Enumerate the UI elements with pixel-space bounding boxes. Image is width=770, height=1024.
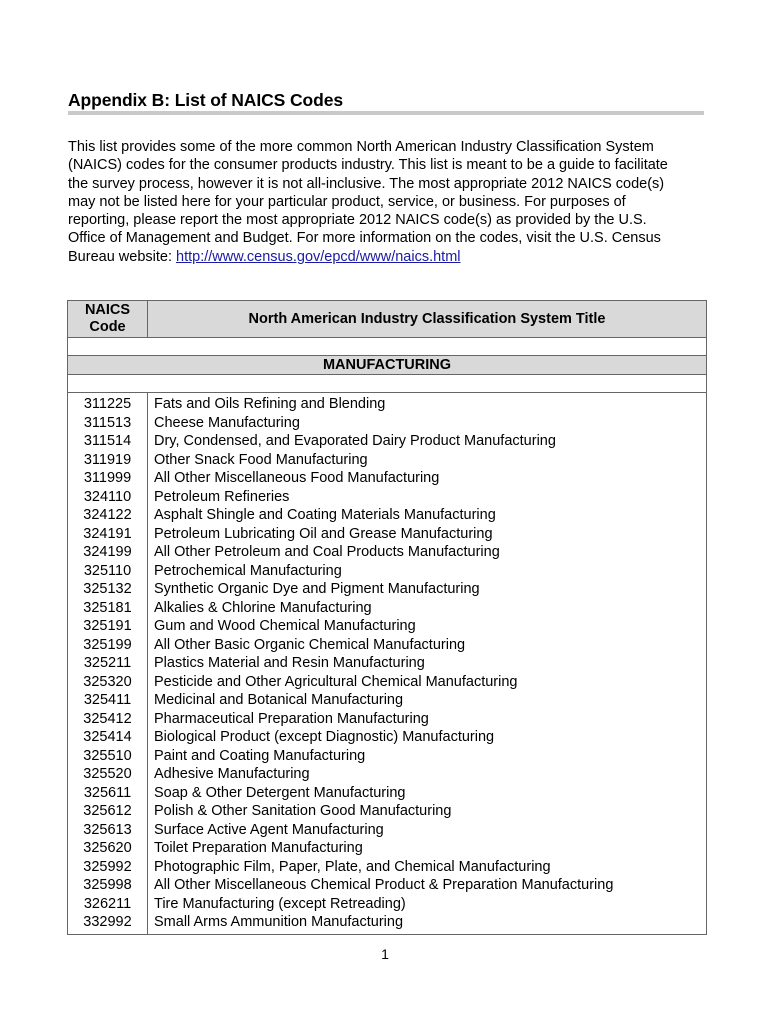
naics-title: Petrochemical Manufacturing (154, 562, 342, 579)
naics-table (67, 300, 707, 935)
naics-title: Paint and Coating Manufacturing (154, 747, 366, 764)
naics-title: Asphalt Shingle and Coating Materials Manufacturing (154, 507, 496, 523)
naics-code: 324191 (83, 525, 132, 542)
naics-code: 332992 (83, 914, 132, 930)
naics-title: All Other Petroleum and Coal Products Manufacturing (154, 544, 500, 560)
intro-line: This list provides some of the more common North American Industry Classification System (68, 139, 654, 155)
naics-title: All Other Basic Organic Chemical Manufacturing (154, 636, 466, 653)
naics-code: 325191 (83, 618, 132, 634)
naics-code: 325612 (83, 803, 132, 819)
naics-code: 325414 (83, 729, 132, 745)
naics-code: 325620 (83, 840, 132, 856)
naics-code: 325199 (83, 636, 132, 653)
naics-title: Surface Active Agent Manufacturing (154, 821, 384, 838)
naics-title: Toilet Preparation Manufacturing (154, 840, 363, 856)
naics-code: 326211 (83, 895, 132, 912)
intro-prefix: Bureau website: (68, 248, 177, 265)
naics-title: All Other Miscellaneous Food Manufacturing (154, 470, 440, 486)
naics-title: Cheese Manufacturing (154, 414, 300, 431)
naics-title: Tire Manufacturing (except Retreading) (154, 895, 406, 912)
intro-line: reporting, please report the most appropriate 2012 NAICS code(s) as provided by the U.S. (68, 212, 647, 229)
naics-code: 311513 (83, 414, 132, 431)
naics-code: 325181 (83, 599, 132, 616)
spacer-row (68, 375, 707, 393)
naics-code: 324199 (83, 544, 132, 560)
naics-title: Pesticide and Other Agricultural Chemical Manufacturing (154, 673, 518, 690)
naics-title: Polish & Other Sanitation Good Manufacturing (154, 803, 452, 819)
titles-column (148, 393, 707, 935)
census-link[interactable]: http://www.census.gov/epcd/www/naics.html (176, 248, 461, 265)
naics-title: Medicinal and Botanical Manufacturing (154, 692, 404, 708)
naics-title: Petroleum Refineries (154, 488, 290, 505)
naics-code: 311514 (83, 433, 132, 449)
naics-title: All Other Miscellaneous Chemical Product & Preparation Manufacturing (154, 877, 614, 893)
intro-line: may not be listed here for your particular product, service, or business. For purposes of (68, 193, 626, 210)
page-title: Appendix B: List of NAICS Codes (68, 90, 343, 110)
naics-code: 325510 (83, 747, 132, 764)
naics-title: Small Arms Ammunition Manufacturing (154, 914, 404, 930)
table-header-row (68, 301, 707, 338)
codes-column (68, 393, 148, 935)
naics-title: Soap & Other Detergent Manufacturing (154, 784, 406, 801)
naics-code: 325110 (83, 562, 132, 579)
naics-title: Plastics Material and Resin Manufacturing (154, 655, 425, 671)
section-row (68, 356, 707, 375)
table-body-row (68, 393, 707, 935)
spacer-row (68, 338, 707, 356)
intro-line: (NAICS) codes for the consumer products industry. This list is meant to be a guide to facilitate (68, 157, 668, 174)
naics-title: Biological Product (except Diagnostic) Manufacturing (154, 729, 495, 745)
header-naics-code: NAICS Code (68, 301, 148, 338)
naics-title: Dry, Condensed, and Evaporated Dairy Product Manufacturing (154, 433, 556, 449)
naics-code: 325998 (83, 877, 132, 893)
naics-code: 311999 (83, 470, 132, 486)
naics-code: 325320 (83, 673, 132, 690)
naics-code: 311225 (83, 396, 132, 412)
intro-paragraph (68, 138, 708, 266)
naics-code: 325520 (83, 766, 132, 782)
naics-code: 325411 (83, 692, 132, 708)
naics-code: 324110 (83, 488, 132, 505)
naics-title: Synthetic Organic Dye and Pigment Manufacturing (154, 581, 480, 597)
naics-title: Petroleum Lubricating Oil and Grease Manufacturing (154, 525, 493, 542)
naics-code: 311919 (83, 451, 132, 468)
naics-title: Pharmaceutical Preparation Manufacturing (154, 710, 429, 727)
naics-title: Adhesive Manufacturing (154, 766, 310, 782)
naics-title: Gum and Wood Chemical Manufacturing (154, 618, 416, 634)
naics-code: 325992 (83, 858, 132, 875)
naics-code: 325211 (83, 655, 132, 671)
naics-title: Other Snack Food Manufacturing (154, 451, 368, 468)
title-underline (68, 111, 704, 115)
page-number: 1 (381, 946, 389, 962)
naics-code: 325132 (83, 581, 132, 597)
naics-code: 324122 (83, 507, 132, 523)
section-label: MANUFACTURING (68, 356, 707, 375)
naics-title: Photographic Film, Paper, Plate, and Chemical Manufacturing (154, 858, 551, 875)
naics-code: 325613 (83, 821, 132, 838)
naics-title: Fats and Oils Refining and Blending (154, 396, 386, 412)
intro-line: the survey process, however it is not all-inclusive. The most appropriate 2012 NAICS code(s) (68, 175, 665, 192)
naics-title: Alkalies & Chlorine Manufacturing (154, 599, 372, 616)
intro-line-last (68, 248, 708, 266)
header-naics-title: North American Industry Classification System Title (148, 301, 707, 338)
naics-code: 325611 (83, 784, 132, 801)
intro-line: Office of Management and Budget. For more information on the codes, visit the U.S. Census (68, 230, 661, 247)
naics-code: 325412 (83, 710, 132, 727)
